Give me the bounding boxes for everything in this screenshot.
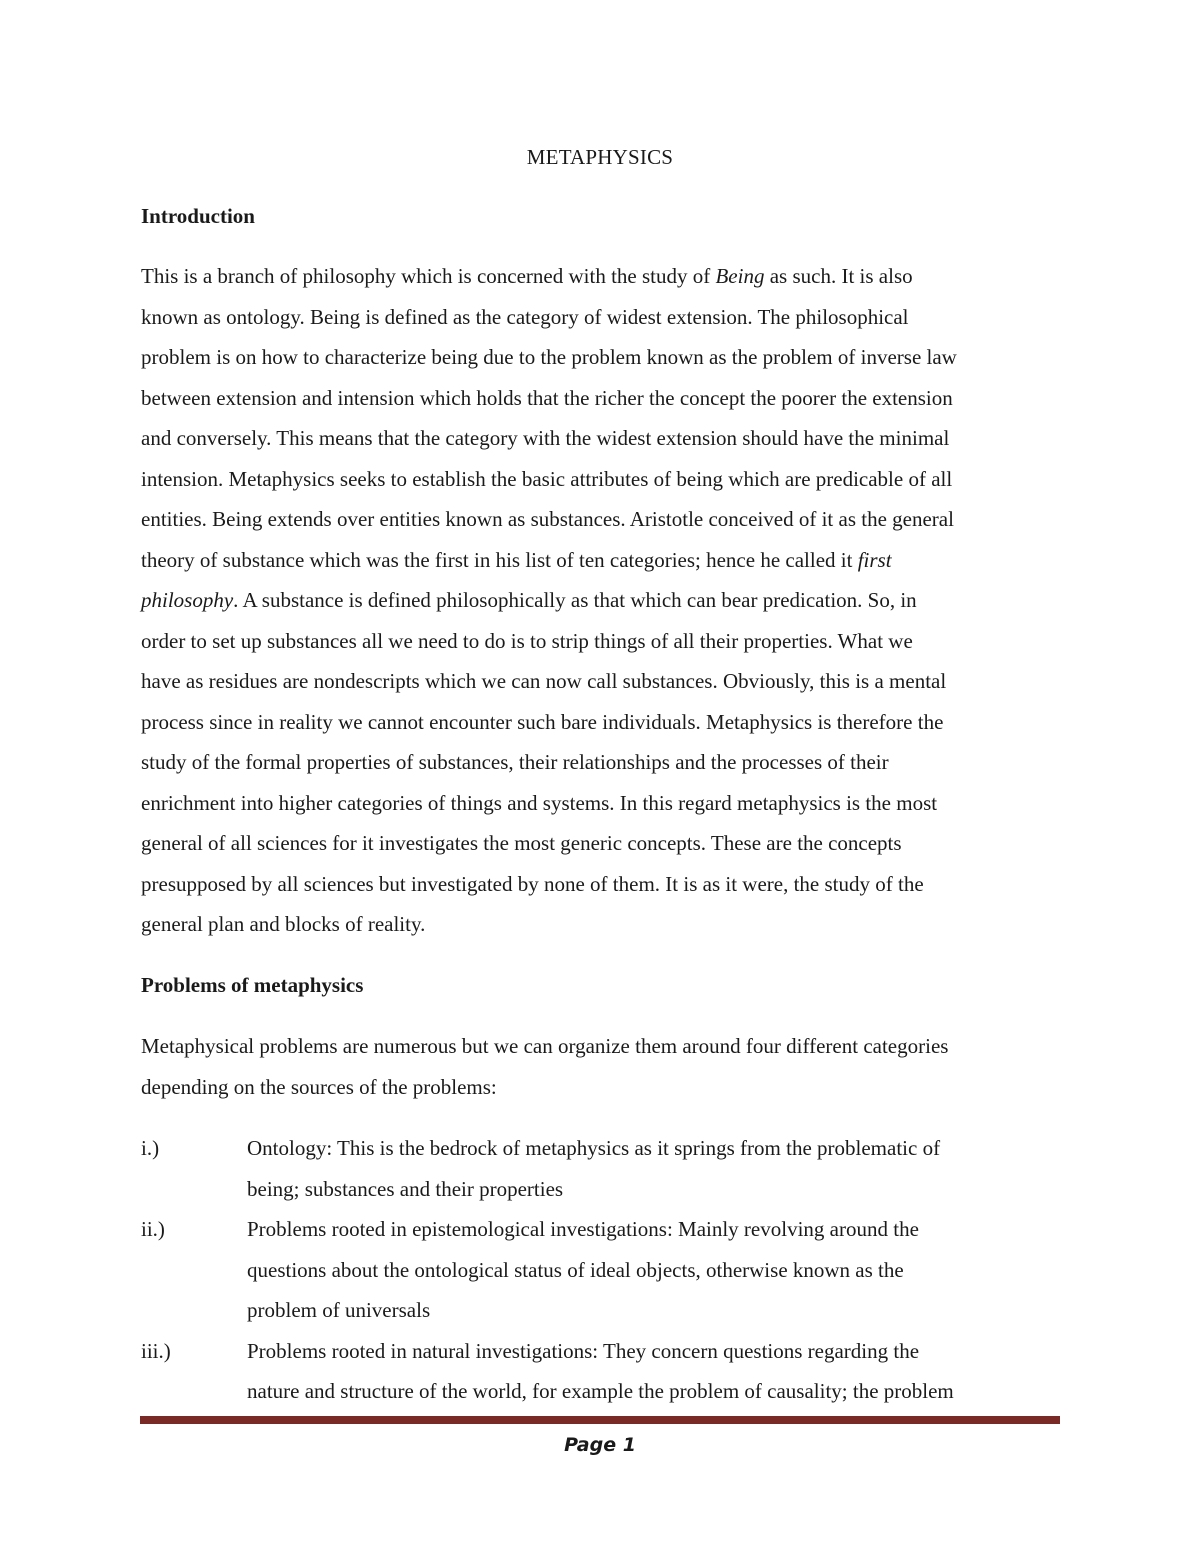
list-item [141,1128,1061,1209]
section-heading-introduction: Introduction [141,204,255,228]
list-item-number: i.) [141,1136,160,1160]
paragraph-line: theory of substance which was the first in his list of ten categories; hence he called it first [141,547,892,572]
introduction-paragraph [141,256,1061,945]
document-title: METAPHYSICS [526,145,674,169]
problems-intro-paragraph [141,1026,1061,1107]
paragraph-line: general plan and blocks of reality. [141,912,426,936]
list-item-number: iii.) [141,1338,171,1363]
list-item-line: Problems rooted in epistemological investigations: Mainly revolving around the [247,1217,919,1241]
paragraph-line: philosophy. A substance is defined philosophically as that which can bear predication. So, in [141,588,917,612]
paragraph-line: between extension and intension which holds that the richer the concept the poorer the extension [141,385,953,410]
section-heading-problems: Problems of metaphysics [141,973,364,997]
paragraph-line: general of all sciences for it investigates the most generic concepts. These are the concepts [141,831,902,855]
list-item-line: problem of universals [247,1298,431,1322]
paragraph-line: process since in reality we cannot encounter such bare individuals. Metaphysics is therefore the [141,709,944,734]
page-number: Page 1 [564,1434,636,1456]
paragraph-line: enrichment into higher categories of things and systems. In this regard metaphysics is the most [141,790,938,815]
list-item-number: ii.) [141,1217,165,1241]
list-item [141,1209,1061,1331]
paragraph-line: known as ontology. Being is defined as the category of widest extension. The philosophical [141,304,909,329]
list-item-line: Ontology: This is the bedrock of metaphysics as it springs from the problematic of [247,1136,941,1160]
list-item-line: nature and structure of the world, for example the problem of causality; the problem [247,1379,954,1403]
paragraph-line: depending on the sources of the problems: [141,1074,497,1099]
list-item-line: questions about the ontological status of ideal objects, otherwise known as the [247,1257,904,1282]
paragraph-line: intension. Metaphysics seeks to establish the basic attributes of being which are predicable of all [141,466,953,491]
footer-rule [140,1416,1060,1424]
list-item [141,1331,1061,1412]
paragraph-line: entities. Being extends over entities known as substances. Aristotle conceived of it as the general [141,507,954,531]
paragraph-line: problem is on how to characterize being due to the problem known as the problem of inverse law [141,345,957,369]
paragraph-line: This is a branch of philosophy which is concerned with the study of Being as such. It is also [141,264,913,288]
problems-list [141,1128,1061,1412]
paragraph-line: presupposed by all sciences but investigated by none of them. It is as it were, the study of the [141,871,924,896]
paragraph-line: and conversely. This means that the category with the widest extension should have the minimal [141,426,950,450]
paragraph-line: order to set up substances all we need to do is to strip things of all their properties. What we [141,628,913,653]
list-item-line: Problems rooted in natural investigations: They concern questions regarding the [247,1338,920,1363]
paragraph-line: have as residues are nondescripts which we can now call substances. Obviously, this is a mental [141,669,947,693]
list-item-line: being; substances and their properties [247,1176,564,1201]
paragraph-line: study of the formal properties of substances, their relationships and the processes of their [141,750,889,774]
paragraph-line: Metaphysical problems are numerous but we can organize them around four different categories [141,1034,949,1058]
